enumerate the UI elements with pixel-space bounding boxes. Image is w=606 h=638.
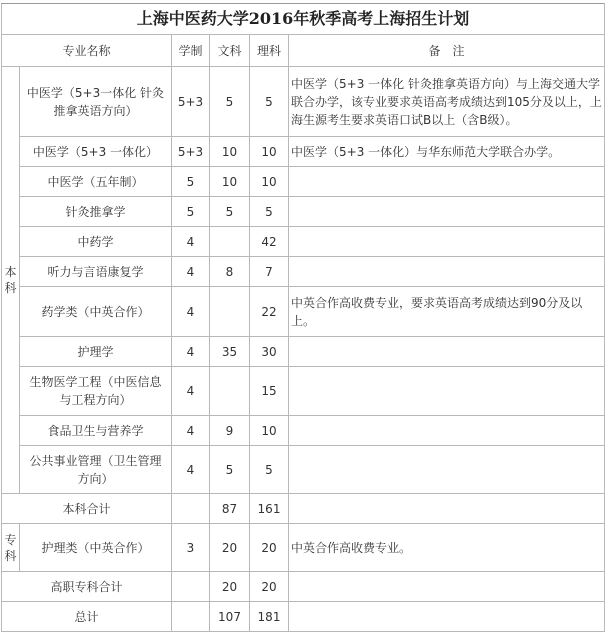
table-row — [2, 227, 605, 257]
years-cell: 4 — [172, 446, 210, 494]
table-row — [2, 67, 605, 137]
group-label-zhuanke: 专科 — [2, 524, 20, 572]
arts-cell: 8 — [210, 257, 250, 287]
science-cell: 15 — [250, 367, 289, 416]
years-cell: 5 — [172, 197, 210, 227]
science-cell: 20 — [250, 572, 289, 602]
arts-cell: 87 — [210, 494, 250, 524]
science-cell: 5 — [250, 67, 289, 137]
notes-cell — [289, 602, 605, 632]
header-notes: 备 注 — [289, 35, 605, 67]
major-name: 中药学 — [20, 227, 172, 257]
notes-cell: 中医学（5+3 一体化）与华东师范大学联合办学。 — [289, 137, 605, 167]
notes-cell — [289, 367, 605, 416]
zhuanke-total-row — [2, 572, 605, 602]
major-name: 护理学 — [20, 337, 172, 367]
notes-cell — [289, 257, 605, 287]
notes-cell — [289, 227, 605, 257]
arts-cell — [210, 367, 250, 416]
years-cell: 5+3 — [172, 67, 210, 137]
group-label-benke: 本科 — [2, 67, 20, 494]
years-cell: 4 — [172, 416, 210, 446]
science-cell: 5 — [250, 197, 289, 227]
science-cell: 5 — [250, 446, 289, 494]
zhuanke-total-label: 高职专科合计 — [2, 572, 172, 602]
header-major: 专业名称 — [2, 35, 172, 67]
years-cell — [172, 602, 210, 632]
notes-cell: 中英合作高收费专业，要求英语高考成绩达到90分及以上。 — [289, 287, 605, 337]
major-name: 听力与言语康复学 — [20, 257, 172, 287]
benke-total-label: 本科合计 — [2, 494, 172, 524]
notes-cell — [289, 572, 605, 602]
science-cell: 10 — [250, 416, 289, 446]
years-cell — [172, 494, 210, 524]
years-cell — [172, 572, 210, 602]
grand-total-row — [2, 602, 605, 632]
header-arts: 文科 — [210, 35, 250, 67]
table-row — [2, 167, 605, 197]
table-row — [2, 287, 605, 337]
arts-cell: 10 — [210, 137, 250, 167]
benke-total-row — [2, 494, 605, 524]
science-cell: 161 — [250, 494, 289, 524]
notes-cell — [289, 446, 605, 494]
science-cell: 20 — [250, 524, 289, 572]
notes-cell — [289, 416, 605, 446]
table-row — [2, 137, 605, 167]
arts-cell: 20 — [210, 572, 250, 602]
years-cell: 4 — [172, 257, 210, 287]
arts-cell: 107 — [210, 602, 250, 632]
years-cell: 3 — [172, 524, 210, 572]
notes-cell — [289, 197, 605, 227]
major-name: 药学类（中英合作） — [20, 287, 172, 337]
notes-cell: 中医学（5+3 一体化 针灸推拿英语方向）与上海交通大学联合办学，该专业要求英语高考成绩达到105分及以上，上海生源考生要求英语口试B以上（含B级）。 — [289, 67, 605, 137]
years-cell: 4 — [172, 287, 210, 337]
table-row — [2, 446, 605, 494]
title-row — [2, 4, 605, 35]
arts-cell: 20 — [210, 524, 250, 572]
science-cell: 181 — [250, 602, 289, 632]
admission-plan-table — [1, 3, 605, 632]
table-row — [2, 367, 605, 416]
arts-cell: 5 — [210, 446, 250, 494]
table-title: 上海中医药大学2016年秋季高考上海招生计划 — [2, 4, 605, 35]
arts-cell: 35 — [210, 337, 250, 367]
major-name: 食品卫生与营养学 — [20, 416, 172, 446]
table-row — [2, 416, 605, 446]
major-name: 中医学（5+3一体化 针灸推拿英语方向） — [20, 67, 172, 137]
grand-total-label: 总计 — [2, 602, 172, 632]
years-cell: 5+3 — [172, 137, 210, 167]
arts-cell: 5 — [210, 67, 250, 137]
science-cell: 7 — [250, 257, 289, 287]
major-name: 护理类（中英合作） — [20, 524, 172, 572]
header-row — [2, 35, 605, 67]
science-cell: 30 — [250, 337, 289, 367]
years-cell: 4 — [172, 337, 210, 367]
science-cell: 42 — [250, 227, 289, 257]
arts-cell — [210, 227, 250, 257]
table-row — [2, 337, 605, 367]
arts-cell: 10 — [210, 167, 250, 197]
years-cell: 5 — [172, 167, 210, 197]
arts-cell — [210, 287, 250, 337]
science-cell: 22 — [250, 287, 289, 337]
major-name: 生物医学工程（中医信息与工程方向） — [20, 367, 172, 416]
notes-cell — [289, 494, 605, 524]
zhuanke-row — [2, 524, 605, 572]
years-cell: 4 — [172, 227, 210, 257]
notes-cell — [289, 167, 605, 197]
arts-cell: 9 — [210, 416, 250, 446]
science-cell: 10 — [250, 137, 289, 167]
arts-cell: 5 — [210, 197, 250, 227]
major-name: 中医学（5+3 一体化） — [20, 137, 172, 167]
header-science: 理科 — [250, 35, 289, 67]
notes-cell: 中英合作高收费专业。 — [289, 524, 605, 572]
notes-cell — [289, 337, 605, 367]
major-name: 中医学（五年制） — [20, 167, 172, 197]
table-row — [2, 257, 605, 287]
table-row — [2, 197, 605, 227]
science-cell: 10 — [250, 167, 289, 197]
years-cell: 4 — [172, 367, 210, 416]
major-name: 针灸推拿学 — [20, 197, 172, 227]
header-years: 学制 — [172, 35, 210, 67]
major-name: 公共事业管理（卫生管理方向） — [20, 446, 172, 494]
